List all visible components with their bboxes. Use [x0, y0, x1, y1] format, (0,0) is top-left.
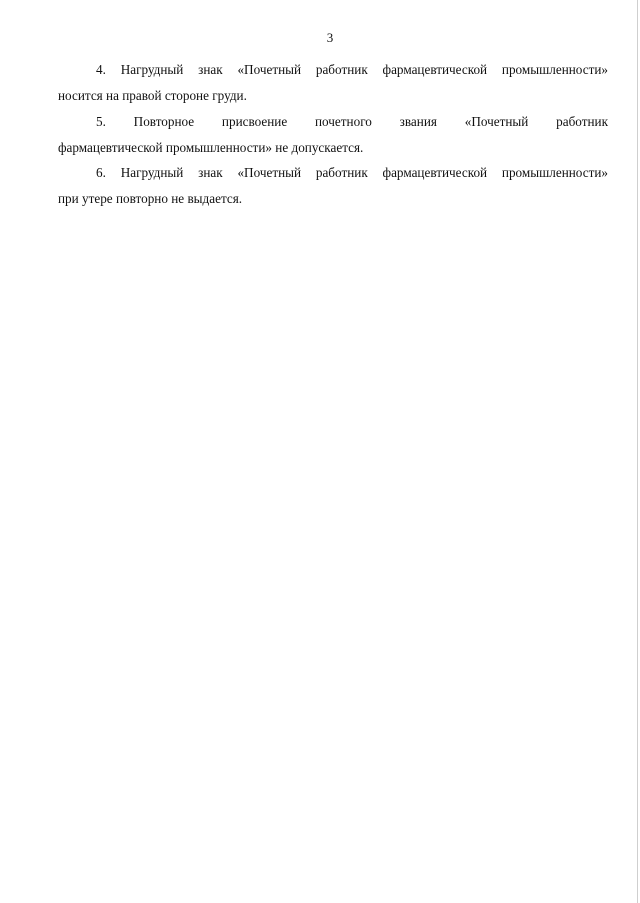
paragraph-4-line-2: носится на правой стороне груди. [58, 88, 247, 103]
page-number: 3 [326, 30, 334, 45]
paragraph-6-line-1: 6. Нагрудный знак «Почетный работник фармацевтической промышленности» [96, 165, 608, 180]
paragraph-5-line-2: фармацевтической промышленности» не допускается. [58, 140, 364, 155]
paragraph-6-line-2: при утере повторно не выдается. [58, 191, 243, 206]
paragraph-4-line-1: 4. Нагрудный знак «Почетный работник фармацевтической промышленности» [96, 62, 608, 77]
paragraph-5 [58, 109, 608, 161]
page-edge [637, 0, 638, 903]
paragraph-6 [58, 160, 608, 212]
paragraph-4 [58, 57, 608, 109]
paragraph-5-line-1: 5. Повторное присвоение почетного звания «Почетный работник [96, 114, 608, 129]
